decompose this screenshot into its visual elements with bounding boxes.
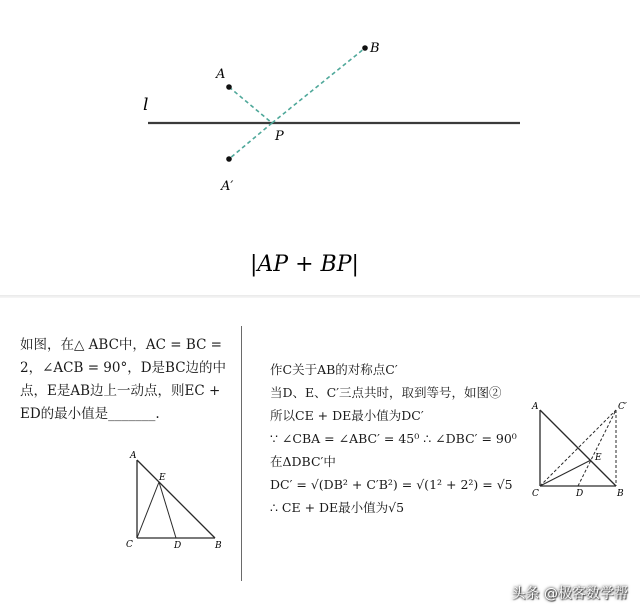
label-a: A (216, 67, 226, 82)
solution-line: 作C关于AB的对称点C′ (270, 362, 398, 377)
label-b: B (370, 41, 380, 56)
reflection-diagram (0, 0, 640, 295)
label-p: P (275, 129, 284, 144)
segment-d-c-prime (578, 410, 616, 486)
problem-line: 点，E是AB边上一动点，则EC + (20, 383, 221, 399)
solution-line: ∴ CE + DE最小值为√5 (270, 500, 405, 515)
formula-ap-plus-bp: |AP + BP| (250, 252, 359, 277)
watermark: 头条 @极客数学帮 (511, 586, 628, 602)
segment-ce (137, 482, 159, 538)
solution-text (270, 358, 520, 519)
label-d: D (576, 489, 584, 499)
label-d: D (174, 541, 182, 551)
label-c-prime: C′ (618, 402, 627, 412)
solution-line: 在ΔDBC′中 (270, 454, 336, 469)
side-ab (137, 460, 215, 538)
reflection-illustration-panel (0, 0, 640, 295)
segment-ap (229, 87, 272, 123)
label-a-prime: A′ (221, 179, 234, 194)
label-e: E (595, 453, 602, 463)
label-c: C (126, 540, 133, 550)
problem-line: 2，∠ACB = 90°，D是BC边的中 (20, 360, 227, 376)
segment-ce (540, 460, 591, 486)
label-b: B (617, 489, 624, 499)
solution-line: 当D、E、C′三点共时，取到等号，如图② (270, 385, 502, 400)
problem-line: 如图，在△ ABC中，AC = BC = (20, 337, 222, 353)
problem-triangle-figure (115, 448, 230, 553)
label-a: A (532, 402, 539, 412)
solution-line: ∵ ∠CBA = ∠ABC′ = 45⁰ ∴ ∠DBC′ = 90⁰ (270, 431, 517, 446)
problem-statement (20, 334, 225, 426)
segment-pb (272, 48, 365, 123)
label-a: A (130, 451, 137, 461)
solution-triangle-figure (528, 398, 636, 503)
solution-line: DC′ = √(DB² + C′B²) = √(1² + 2²) = √5 (270, 477, 513, 492)
label-e: E (159, 473, 166, 483)
label-b: B (215, 541, 222, 551)
column-divider (241, 326, 242, 581)
point-a (226, 84, 232, 90)
point-a-prime (226, 156, 232, 162)
point-b (362, 45, 368, 51)
problem-solution-panel (0, 298, 640, 613)
label-c: C (532, 489, 539, 499)
solution-line: 所以CE + DE最小值为DC′ (270, 408, 424, 423)
label-line-l: l (143, 95, 149, 115)
problem-line: ED的最小值是_______. (20, 406, 160, 422)
segment-pa-prime (229, 123, 272, 159)
